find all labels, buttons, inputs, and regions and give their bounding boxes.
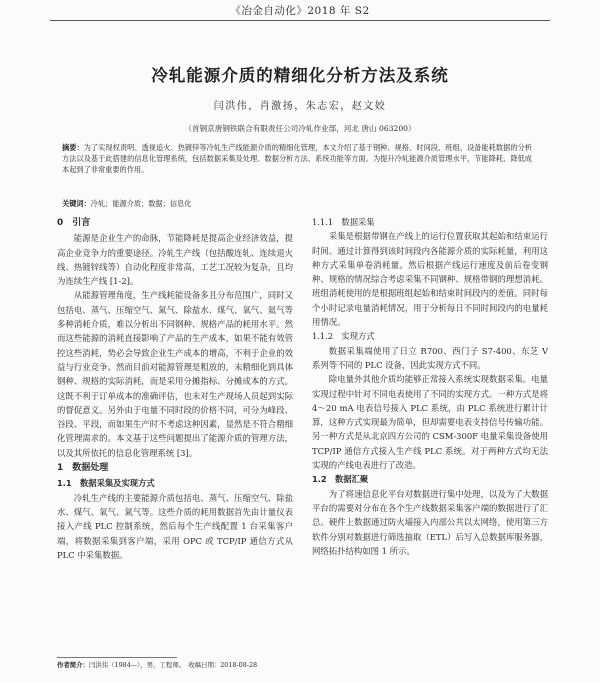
abstract-label: 摘要： <box>62 143 84 152</box>
subsection-heading-collection: 1.1 数据采集及实现方式 <box>57 478 155 489</box>
paragraph: 从能源管理角度，生产线耗能设备多且分布范围广，同时又包括电、蒸气、压缩空气、氮气、除盐水、煤气、氧气、氦气等多种消耗介质，难以分析出不同钢种、规格产品的耗用水平。然而这些能源的消耗直接影响了产品的生产成本，如果不能有效管控这些消耗，势必会导致企业生产成本的增高，不利于企业的效益与行业竞争。然而目前对能源管理是粗放的，未精细化到具体钢种、规格的实际消耗，而是采用分摊指标、分摊成本的方式。这既不利于订单成本的准确评估，也未对生产现场人员起到实际的督促意义。另外由于电量不同时段的价格不同，可分为峰段、谷段、平段，而如果生产时不考虑这种因素，显然是不符合精细化管理需求的。本文基于这些问题提出了能源介质的管理方法，以及其所依托的信息化管理系统 [3]。 <box>57 290 293 458</box>
paragraph: 冷轧生产线的主要能源介质包括电、蒸气、压缩空气、除盐水、煤气、氧气、氮气等。这些介质的耗用数据首先由计量仪表接入产线 PLC 控制系统，然后每个生产线配置 1 台采集客户端，将数据采集到客户端，采用 OPC 或 TCP/IP 通信方式从 PLC 中采集数据。 <box>57 492 293 560</box>
section-heading-data-processing: 1 数据处理 <box>57 463 109 474</box>
subsubsection-heading-collection: 1.1.1 数据采集 <box>312 217 375 227</box>
paragraph: 除电量外其他介质均能够正常接入系统实现数据采集。电量实现过程中针对不同电表使用了不同的实现方式。一种方式是将 4～20 mA 电表信号接入 PLC 系统，由 PLC 系统进行累计计算，这种方式实现最为简单，但却需要电表支持信号传输功能。另一种方式是从北京四方公司的 CSM-300F 电量采集设备使用 TCP/IP 通信方式接入生产线 PLC 系统。对于两种方式均无法实现的产线电表进行了改造。 <box>312 374 548 471</box>
running-header: 《冶金自动化》2018 年 S2 <box>230 5 370 17</box>
abstract-text: 为了实现权责明、透视追火、热镀锌等冷轧生产线能源介质的精细化管理，本文介绍了基于钢种、规格、时间段、班组、设备能耗数据的分析方法以及基于此搭建的信息化管理系统，包括数据采集及处理、数据分析方法、系统功能等方面。为提升冷轧能源介质管理水平，节能降耗、降低成本起到了非常重要的作用。 <box>62 143 532 174</box>
footnote <box>57 661 357 670</box>
subsubsection-heading-implementation: 1.1.2 实现方式 <box>312 331 375 342</box>
keywords-text: 冷轧；能源介质；数据；信息化 <box>90 199 192 208</box>
paragraph: 采集是根据带钢在产线上的运行位置获取其起始和结束运行时间。通过计算得到该时间段内各能源介质的实际耗量，利用这种方式采集单卷消耗量。然后根据产线运行速度及前后卷变钢种、规格的情况综合考虑采集不同钢种、规格带钢的理想消耗。班组消耗使用的是根据班组起始和结束时间段内的差值。同时每个小时记录电量消耗情况，用于分析每日不同时间段内的电量耗用情况。 <box>312 231 548 328</box>
paragraph: 能源是企业生产的命脉，节能降耗是提高企业经济效益，提高企业竞争力的重要途径。冷轧生产线（包括酸连轧、连续退火线、热镀锌线等）自动化程度非常高，工艺工况较为复杂，且均为连续生产线 [1-2]。 <box>57 233 293 287</box>
paper-affiliation: （首钢京唐钢铁联合有限责任公司冷轧作业部，河北 唐山 063200） <box>184 124 416 133</box>
header-rule <box>50 20 550 21</box>
section-heading-introduction: 0 引言 <box>57 218 91 228</box>
footnote-label: 作者简介： <box>57 661 89 669</box>
keywords-label: 关键词： <box>62 199 91 208</box>
right-column <box>312 215 548 558</box>
left-column <box>57 215 293 562</box>
abstract <box>62 142 532 175</box>
footnote-text: 闫洪伟（1984—），男，工程师。 收稿日期：2018-08-28 <box>88 661 258 669</box>
paper-authors: 闫洪伟，肖激扬，朱志宏，赵文姣 <box>213 101 387 112</box>
keywords <box>62 198 532 209</box>
paper-title: 冷轧能源介质的精细化分析方法及系统 <box>151 66 449 85</box>
paragraph: 为了将速信息化平台对数据进行集中处理，以及为了大数据平台的需要对分布在各个生产线数据采集客户端的数据进行了汇总。硬件上数据通过防火墙接入内部公共以太网络，使用第三方软件分别对数据进行筛选抽取（ETL）后写入总数据库服务器，网络拓扑结构如图 1 所示。 <box>312 488 548 556</box>
subsection-heading-aggregation: 1.2 数据汇聚 <box>312 474 369 485</box>
paragraph: 数据采集端使用了日立 R700、西门子 S7-400、东芝 V 系列等不同的 PLC 设备，因此实现方式不同。 <box>312 345 548 370</box>
footnote-rule <box>57 657 177 658</box>
